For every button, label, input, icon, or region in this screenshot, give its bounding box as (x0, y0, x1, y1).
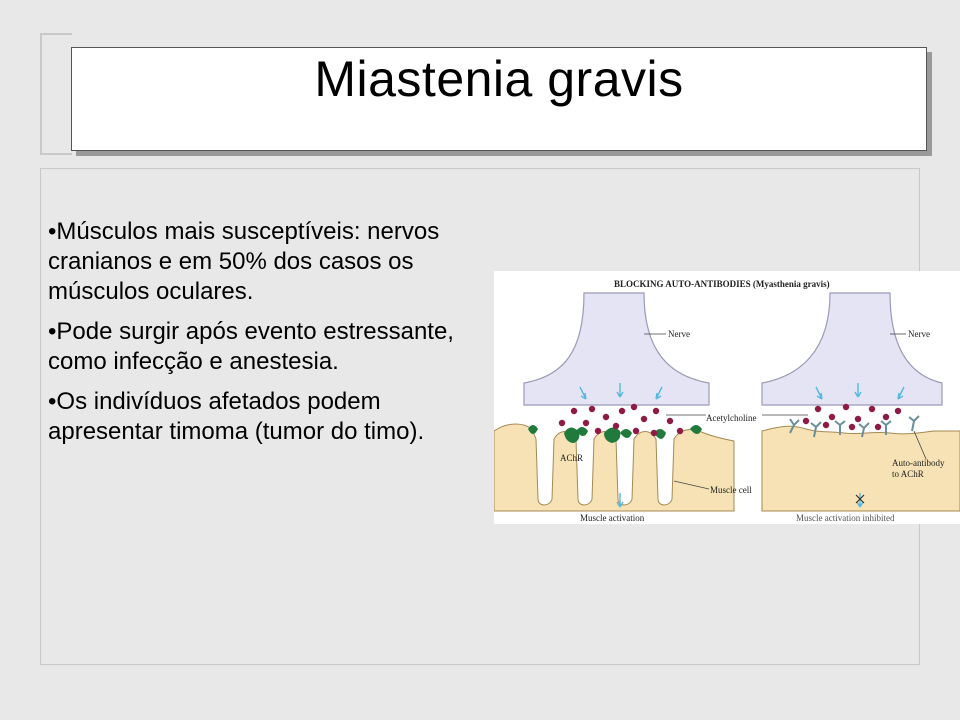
nerve-terminal-left (524, 293, 709, 405)
acetylcholine-label: Acetylcholine (706, 413, 757, 423)
antibody-icon (909, 416, 919, 431)
bullet-list (48, 217, 498, 457)
nerve-terminal-right (762, 293, 942, 405)
bullet-item: •Os indivíduos afetados podem apresentar timoma (tumor do timo). (48, 388, 425, 445)
bullet-item: •Pode surgir após evento estressante, como infecção e anestesia. (48, 318, 454, 375)
achr-receptor-icon (620, 429, 632, 438)
bullet-item: •Músculos mais susceptíveis: nervos cranianos e em 50% dos casos os músculos oculares. (48, 218, 440, 305)
right-junction (762, 293, 960, 523)
title-bracket-decoration (40, 33, 72, 155)
auto-antibody-label-line1: Auto-antibody (892, 458, 945, 468)
muscle-activation-label: Muscle activation (580, 513, 645, 523)
achr-label: AChR (560, 453, 584, 463)
nerve-label-right: Nerve (908, 329, 930, 339)
muscle-activation-inhibited-label: Muscle activation inhibited (796, 513, 895, 523)
left-junction (494, 293, 756, 523)
title-box (71, 47, 927, 151)
neuromuscular-junction-diagram (494, 271, 960, 524)
myasthenia-figure (494, 271, 960, 524)
nerve-label-left: Nerve (668, 329, 690, 339)
auto-antibody-label-line2: to AChR (892, 469, 924, 479)
figure-heading: BLOCKING AUTO-ANTIBODIES (Myasthenia gravis) (614, 279, 830, 289)
slide-title: Miastenia gravis (314, 51, 684, 107)
muscle-cell-label: Muscle cell (710, 485, 752, 495)
